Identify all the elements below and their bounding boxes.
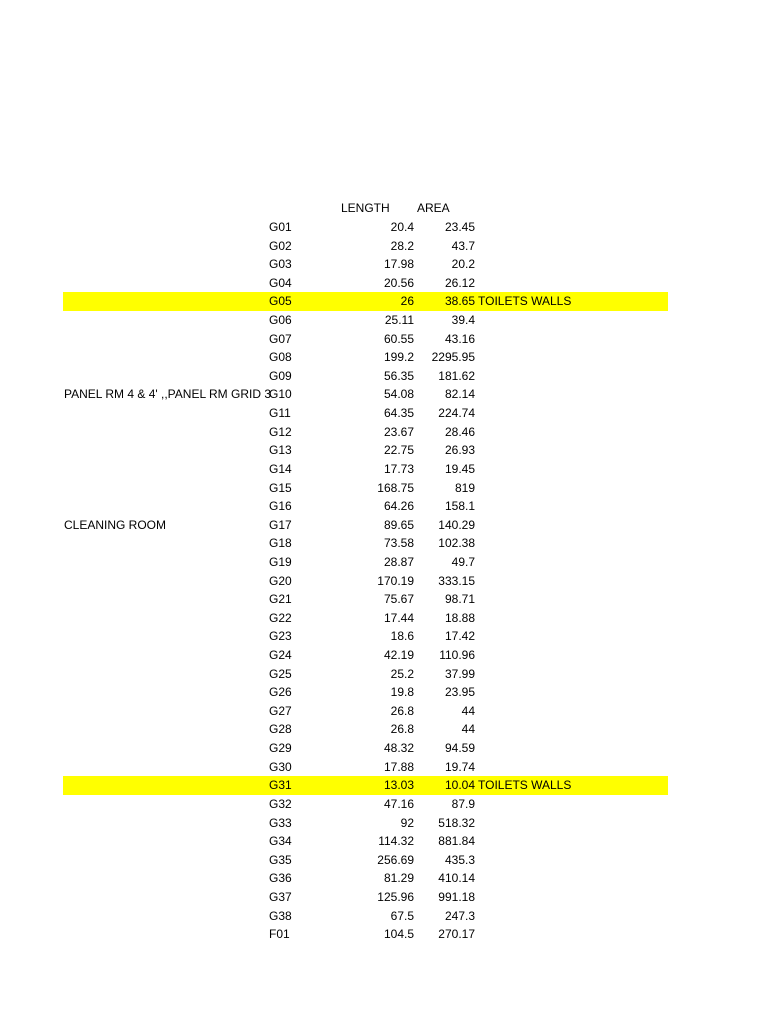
area-value: 87.9 xyxy=(451,796,475,811)
room-id: G25 xyxy=(269,666,292,681)
area-value: 2295.95 xyxy=(431,350,475,365)
table-row xyxy=(0,590,768,609)
area-value: 26.12 xyxy=(444,275,475,290)
area-value: 17.42 xyxy=(444,629,475,644)
table-row xyxy=(0,385,768,404)
room-id: G09 xyxy=(269,368,292,383)
table-row xyxy=(0,255,768,274)
row-label: PANEL RM 4 & 4' ,,PANEL RM GRID 3 xyxy=(64,387,272,402)
area-value: 94.59 xyxy=(444,741,475,756)
room-id: G08 xyxy=(269,350,292,365)
length-value: 20.4 xyxy=(390,220,414,234)
length-value: 75.67 xyxy=(383,592,414,607)
length-value: 125.96 xyxy=(377,889,414,904)
area-value: 181.62 xyxy=(438,368,475,383)
row-label: CLEANING ROOM xyxy=(64,517,167,532)
length-value: 23.67 xyxy=(383,424,414,439)
length-value: 89.65 xyxy=(383,517,414,532)
table-row xyxy=(0,888,768,907)
area-value: 140.29 xyxy=(438,517,475,532)
area-value: 44 xyxy=(461,722,475,737)
table-row xyxy=(0,627,768,646)
table-row xyxy=(0,776,768,795)
area-column-header: AREA xyxy=(417,201,450,215)
room-id: G32 xyxy=(269,796,292,811)
room-id: G26 xyxy=(269,685,292,700)
table-row xyxy=(0,609,768,628)
table-row xyxy=(0,683,768,702)
area-value: 435.3 xyxy=(444,852,475,867)
area-value: 49.7 xyxy=(451,554,475,569)
length-value: 26 xyxy=(400,294,414,309)
area-value: 270.17 xyxy=(438,927,475,942)
length-value: 67.5 xyxy=(390,908,414,923)
area-value: 19.45 xyxy=(444,461,475,476)
length-value: 54.08 xyxy=(383,387,414,402)
table-row xyxy=(0,572,768,591)
table-row xyxy=(0,423,768,442)
area-value: 158.1 xyxy=(444,499,475,514)
room-id: G23 xyxy=(269,629,292,644)
length-value: 26.8 xyxy=(390,703,414,718)
area-value: 43.7 xyxy=(451,238,475,253)
table-row xyxy=(0,218,768,237)
room-id: G01 xyxy=(269,220,292,234)
row-note: TOILETS WALLS xyxy=(478,294,572,309)
area-value: 10.04 xyxy=(444,778,475,793)
room-id: G31 xyxy=(269,778,292,793)
room-id: G20 xyxy=(269,573,292,588)
table-row xyxy=(0,795,768,814)
length-value: 170.19 xyxy=(377,573,414,588)
room-id: G12 xyxy=(269,424,292,439)
area-value: 20.2 xyxy=(451,257,475,272)
area-value: 18.88 xyxy=(444,610,475,625)
area-value: 43.16 xyxy=(444,331,475,346)
room-id: G19 xyxy=(269,554,292,569)
table-row xyxy=(0,925,768,944)
room-id: G17 xyxy=(269,517,292,532)
room-id: G07 xyxy=(269,331,292,346)
table-row xyxy=(0,311,768,330)
length-value: 73.58 xyxy=(383,536,414,551)
table-row xyxy=(0,665,768,684)
length-value: 48.32 xyxy=(383,741,414,756)
area-value: 82.14 xyxy=(444,387,475,402)
area-value: 23.45 xyxy=(444,220,475,234)
room-id: G21 xyxy=(269,592,292,607)
length-value: 17.44 xyxy=(383,610,414,625)
area-value: 518.32 xyxy=(438,815,475,830)
room-id: G05 xyxy=(269,294,292,309)
table-row xyxy=(0,814,768,833)
length-value: 60.55 xyxy=(383,331,414,346)
table-row xyxy=(0,702,768,721)
room-id: G13 xyxy=(269,443,292,458)
room-id: G29 xyxy=(269,741,292,756)
room-id: G18 xyxy=(269,536,292,551)
room-id: G03 xyxy=(269,257,292,272)
table-row xyxy=(0,330,768,349)
length-value: 22.75 xyxy=(383,443,414,458)
length-value: 25.2 xyxy=(390,666,414,681)
table-row xyxy=(0,758,768,777)
length-value: 81.29 xyxy=(383,871,414,886)
table-row xyxy=(0,460,768,479)
table-row xyxy=(0,832,768,851)
length-value: 25.11 xyxy=(384,313,414,328)
length-value: 17.88 xyxy=(383,759,414,774)
length-value: 13.03 xyxy=(383,778,414,793)
length-value: 56.35 xyxy=(383,368,414,383)
room-id: G36 xyxy=(269,871,292,886)
room-id: G37 xyxy=(269,889,292,904)
area-value: 224.74 xyxy=(438,406,475,421)
table-row xyxy=(0,348,768,367)
table-row xyxy=(0,274,768,293)
table-row xyxy=(0,851,768,870)
room-id: G04 xyxy=(269,275,292,290)
room-id: G27 xyxy=(269,703,292,718)
table-row xyxy=(0,739,768,758)
room-id: G33 xyxy=(269,815,292,830)
room-id: F01 xyxy=(269,927,290,942)
room-id: G35 xyxy=(269,852,292,867)
room-id: G02 xyxy=(269,238,292,253)
area-value: 102.38 xyxy=(438,536,475,551)
length-value: 17.98 xyxy=(383,257,414,272)
area-value: 28.46 xyxy=(444,424,475,439)
area-value: 881.84 xyxy=(438,834,475,849)
length-value: 64.35 xyxy=(383,406,414,421)
length-value: 114.32 xyxy=(378,834,414,849)
area-value: 44 xyxy=(461,703,475,718)
area-value: 410.14 xyxy=(438,871,475,886)
area-value: 991.18 xyxy=(438,889,475,904)
table-row xyxy=(0,516,768,535)
length-value: 199.2 xyxy=(383,350,414,365)
table-row xyxy=(0,720,768,739)
room-id: G10 xyxy=(269,387,292,402)
area-value: 819 xyxy=(454,480,475,495)
room-id: G15 xyxy=(269,480,292,495)
length-value: 42.19 xyxy=(383,648,414,663)
length-column-header: LENGTH xyxy=(341,201,390,215)
area-value: 39.4 xyxy=(451,313,475,328)
room-id: G38 xyxy=(269,908,292,923)
table-row xyxy=(0,869,768,888)
room-id: G24 xyxy=(269,648,292,663)
area-value: 247.3 xyxy=(444,908,475,923)
area-value: 19.74 xyxy=(444,759,475,774)
area-value: 26.93 xyxy=(444,443,475,458)
column-header-row xyxy=(0,199,768,218)
length-value: 256.69 xyxy=(377,852,414,867)
row-highlight xyxy=(63,292,668,311)
room-id: G06 xyxy=(269,313,292,328)
room-id: G34 xyxy=(269,834,292,849)
room-id: G11 xyxy=(269,406,291,421)
table-row xyxy=(0,553,768,572)
length-value: 26.8 xyxy=(390,722,414,737)
length-value: 17.73 xyxy=(383,461,414,476)
table-row xyxy=(0,237,768,256)
area-value: 38.65 xyxy=(444,294,475,309)
area-value: 98.71 xyxy=(444,592,475,607)
length-value: 28.2 xyxy=(390,238,414,253)
table-row xyxy=(0,367,768,386)
room-id: G30 xyxy=(269,759,292,774)
row-highlight xyxy=(63,776,668,795)
length-value: 64.26 xyxy=(383,499,414,514)
room-id: G22 xyxy=(269,610,292,625)
table-row xyxy=(0,441,768,460)
length-value: 104.5 xyxy=(383,927,414,942)
length-value: 92 xyxy=(400,815,414,830)
length-value: 168.75 xyxy=(377,480,414,495)
length-value: 18.6 xyxy=(390,629,414,644)
area-value: 333.15 xyxy=(438,573,475,588)
room-id: G28 xyxy=(269,722,292,737)
length-value: 47.16 xyxy=(383,796,414,811)
table-row xyxy=(0,534,768,553)
table-row xyxy=(0,646,768,665)
room-id: G14 xyxy=(269,461,292,476)
length-value: 20.56 xyxy=(383,275,414,290)
area-value: 37.99 xyxy=(444,666,475,681)
table-row xyxy=(0,907,768,926)
row-note: TOILETS WALLS xyxy=(478,778,572,793)
length-value: 28.87 xyxy=(383,554,414,569)
room-id: G16 xyxy=(269,499,292,514)
data-table xyxy=(0,218,768,944)
length-value: 19.8 xyxy=(390,685,414,700)
table-row xyxy=(0,497,768,516)
area-value: 110.96 xyxy=(439,648,475,663)
area-value: 23.95 xyxy=(444,685,475,700)
table-row xyxy=(0,404,768,423)
table-row xyxy=(0,292,768,311)
table-row xyxy=(0,479,768,498)
